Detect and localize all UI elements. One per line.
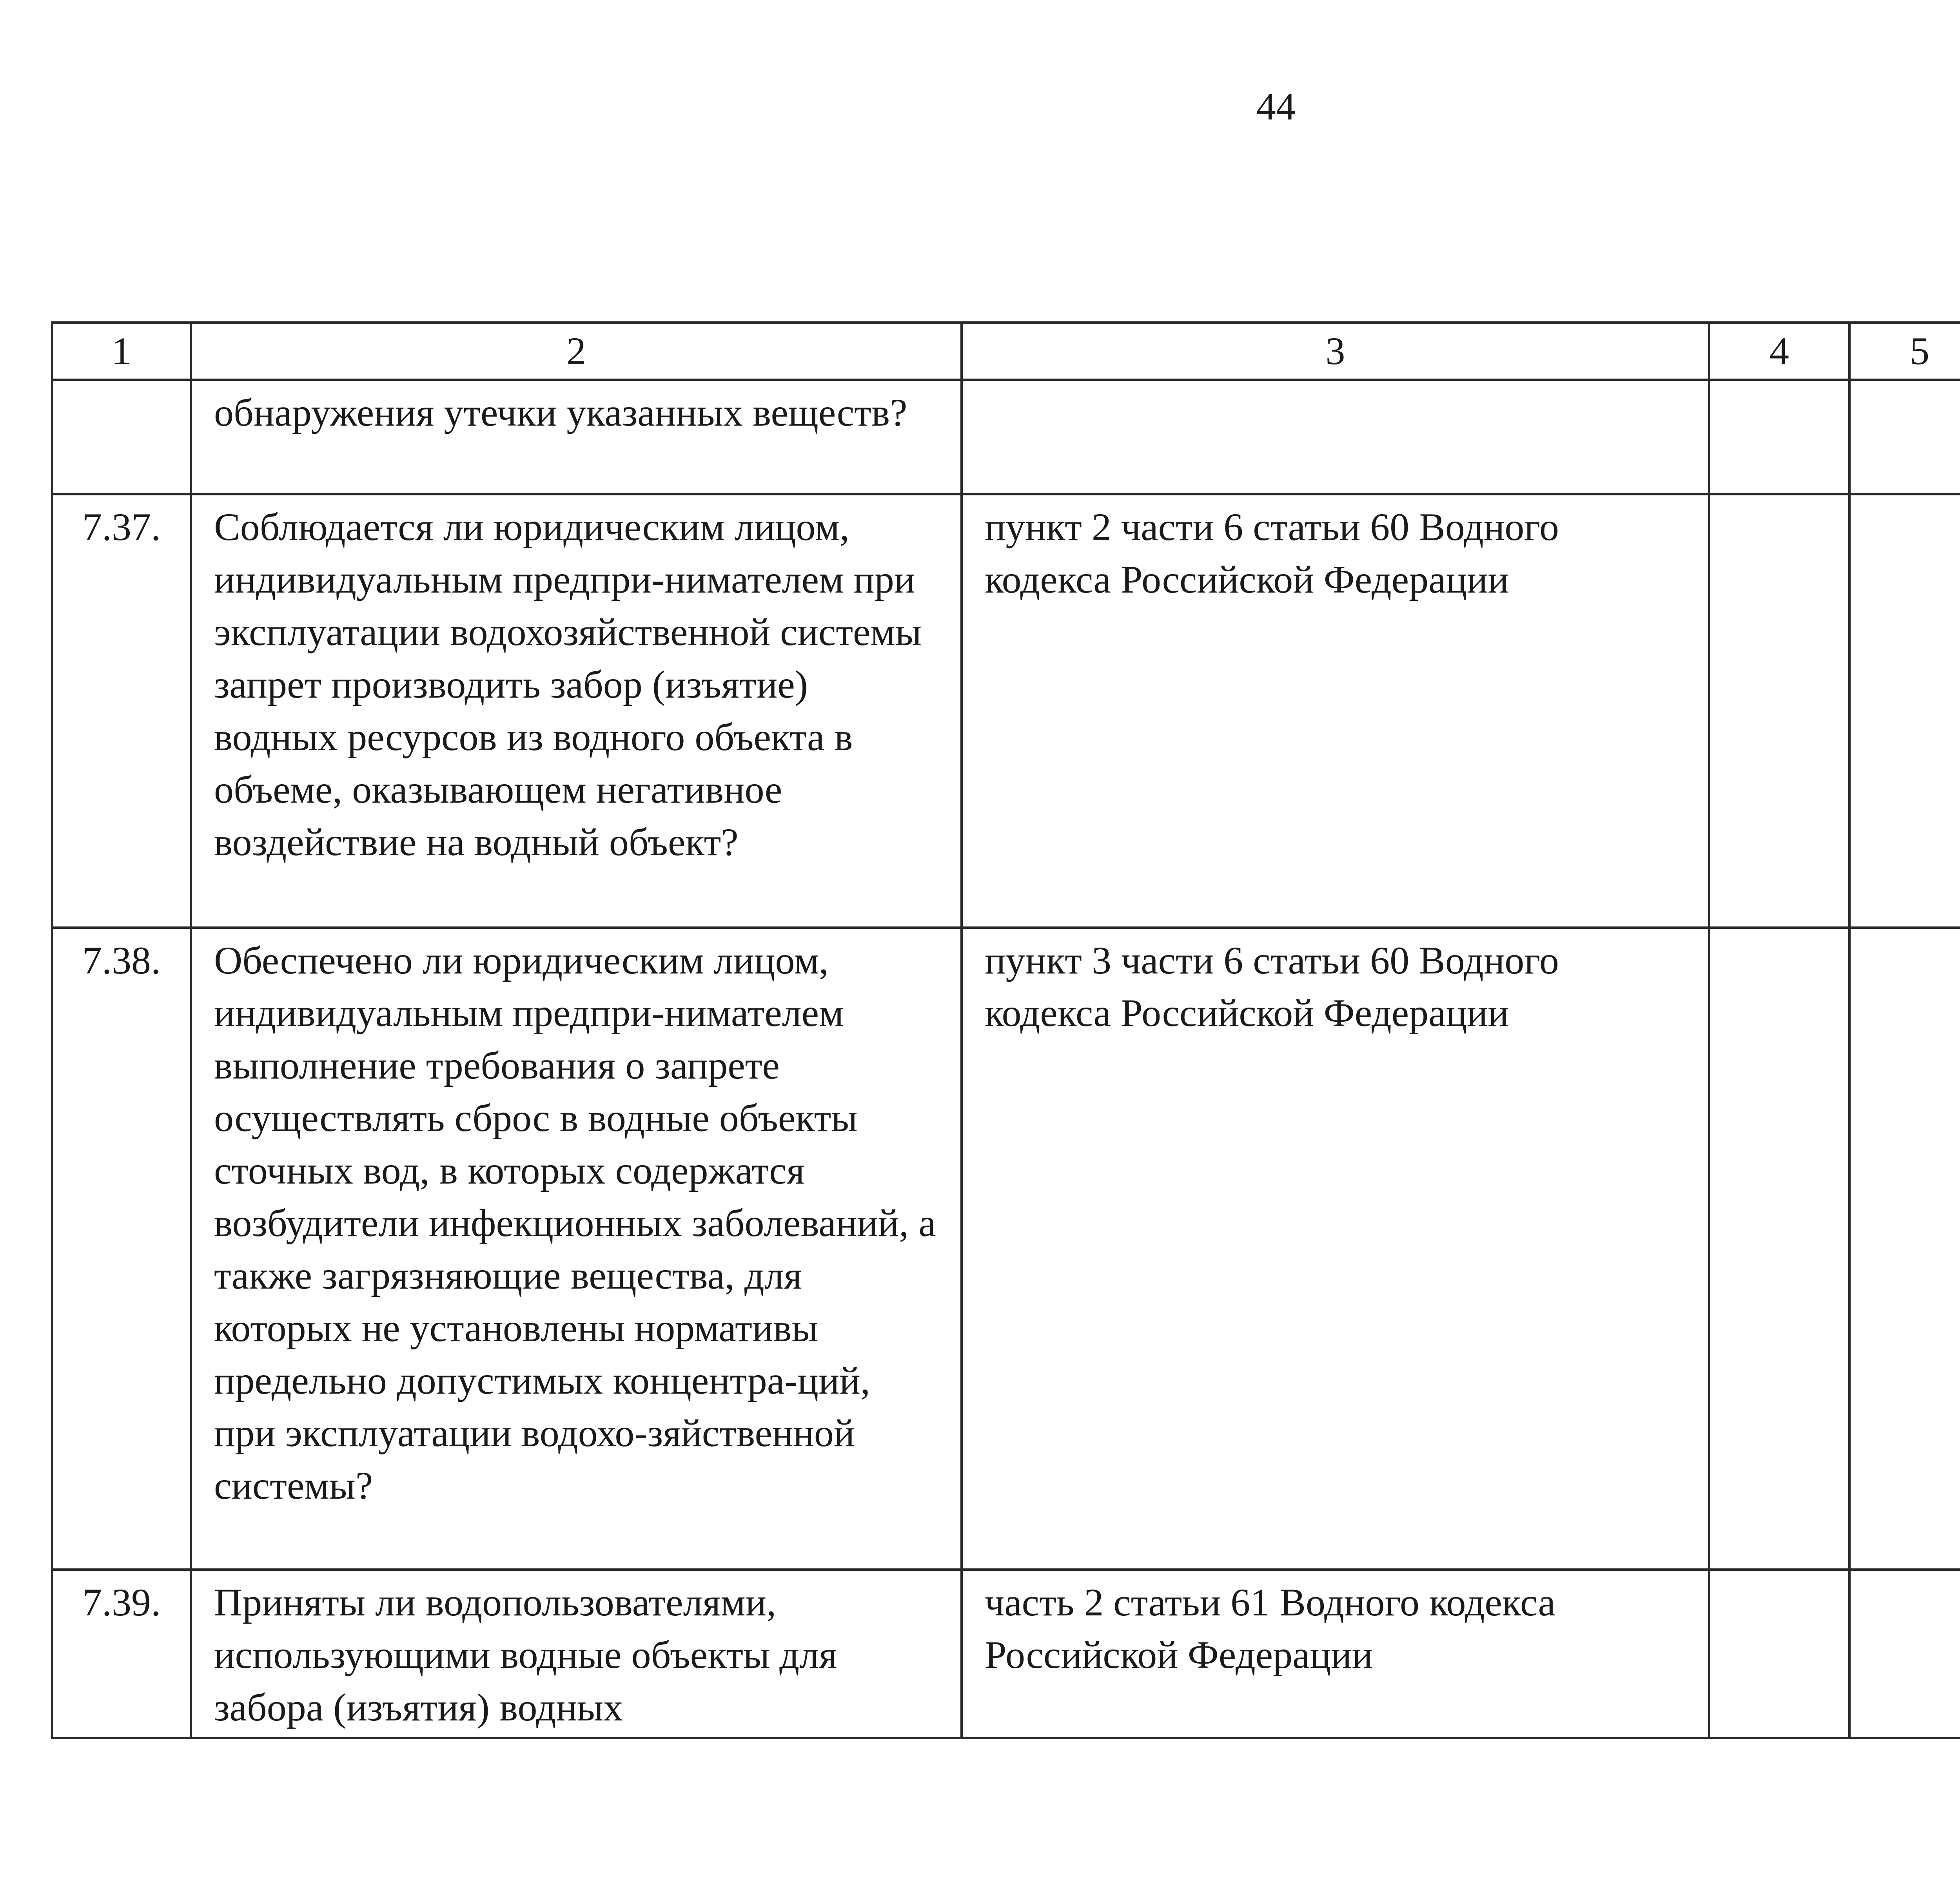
column-number-2: 2	[191, 323, 962, 380]
item-reference: пункт 3 части 6 статьи 60 Водного кодекса Российской Федерации	[962, 928, 1709, 1570]
item-cell-5	[1849, 380, 1960, 494]
item-question: Обеспечено ли юридическим лицом, индивидуальным предпри-нимателем выполнение требования о запрете осуществлять сброс в водные объекты сточных вод, в которых содержатся возбудители инфекционных заболеваний, а также загрязняющие вещества, для которых не установлены нормативы предельно допустимых концентра-ций, при эксплуатации водохо-зяйственной системы?	[191, 928, 962, 1570]
column-number-1: 1	[52, 323, 191, 380]
table-row	[52, 380, 1960, 494]
item-reference: часть 2 статьи 61 Водного кодекса Российской Федерации	[962, 1570, 1709, 1738]
item-number: 7.37.	[52, 494, 191, 928]
item-cell-4	[1709, 928, 1849, 1570]
table-row	[52, 494, 1960, 928]
item-reference	[962, 380, 1709, 494]
item-question: Приняты ли водопользователями, использующими водные объекты для забора (изъятия) водных	[191, 1570, 962, 1738]
item-question: Соблюдается ли юридическим лицом, индивидуальным предпри-нимателем при эксплуатации водохозяйственной системы запрет производить забор (изъятие) водных ресурсов из водного объекта в объеме, оказывающем негативное воздействие на водный объект?	[191, 494, 962, 928]
item-cell-5	[1849, 1570, 1960, 1738]
column-number-5: 5	[1849, 323, 1960, 380]
table-row	[52, 928, 1960, 1570]
item-cell-4	[1709, 380, 1849, 494]
column-number-4: 4	[1709, 323, 1849, 380]
item-cell-4	[1709, 494, 1849, 928]
item-cell-5	[1849, 928, 1960, 1570]
table-row	[52, 1570, 1960, 1738]
checklist-table	[51, 321, 1960, 1739]
item-reference: пункт 2 части 6 статьи 60 Водного кодекса Российской Федерации	[962, 494, 1709, 928]
column-number-3: 3	[962, 323, 1709, 380]
item-cell-4	[1709, 1570, 1849, 1738]
column-number-row	[52, 323, 1960, 380]
item-number: 7.38.	[52, 928, 191, 1570]
item-cell-5	[1849, 494, 1960, 928]
item-question: обнаружения утечки указанных веществ?	[191, 380, 962, 494]
item-number: 7.39.	[52, 1570, 191, 1738]
item-number	[52, 380, 191, 494]
page-number: 44	[1256, 85, 1296, 128]
